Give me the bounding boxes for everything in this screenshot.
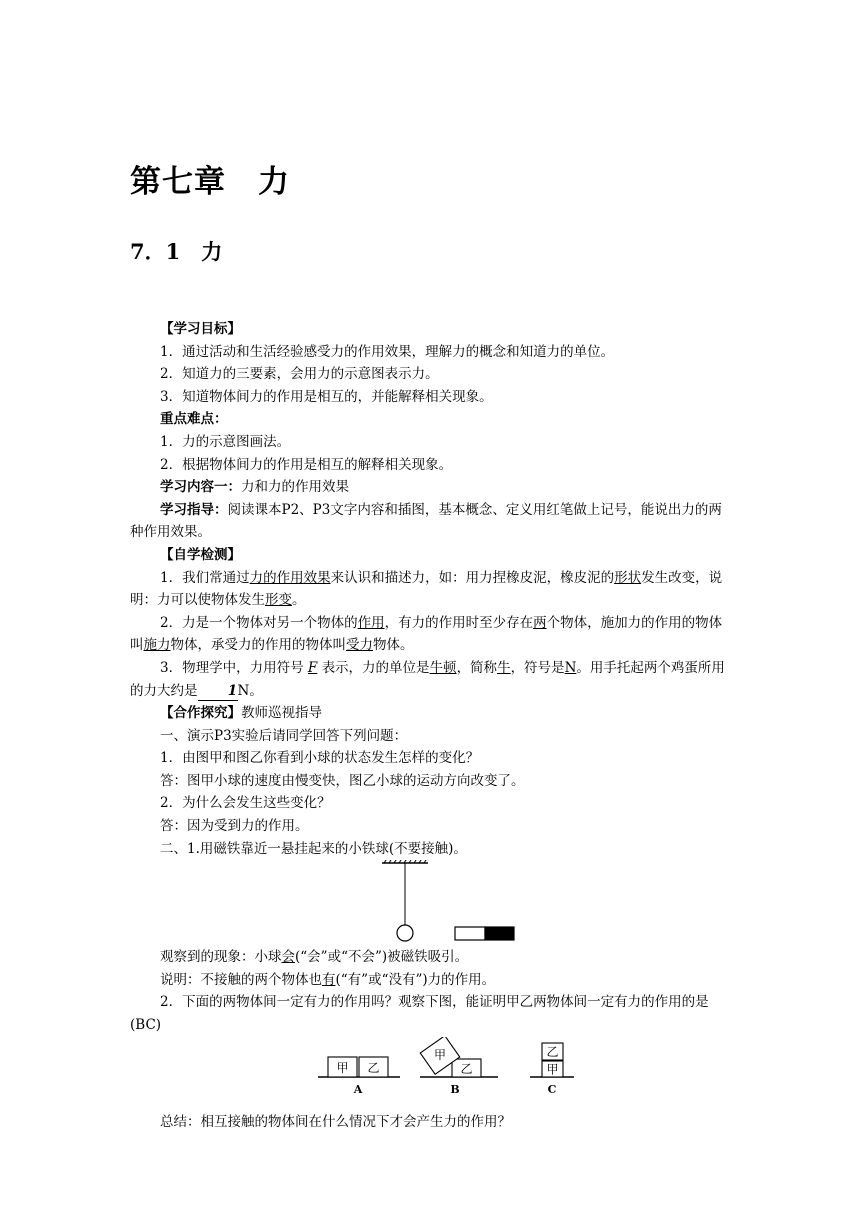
observation-text: (“会”或“不会”)被磁铁吸引。 bbox=[295, 949, 469, 966]
block-b-jia: 甲 bbox=[433, 1047, 447, 1062]
explanation bbox=[130, 969, 730, 992]
coop-part1: 一、演示P3实验后请同学回答下列问题： bbox=[160, 727, 408, 744]
objectives-heading: 【学习目标】 bbox=[160, 321, 241, 337]
block-c-yi: 乙 bbox=[546, 1044, 559, 1059]
magnet-black-half bbox=[485, 927, 514, 940]
q3-text: 。用手托起两个鸡蛋所用的力大约是 bbox=[130, 659, 725, 699]
q3-text: 3．物理学中，力用符号 bbox=[160, 659, 304, 676]
content-one bbox=[130, 476, 730, 499]
coop-question-1: 1．由图甲和图乙你看到小球的状态发生怎样的变化？ bbox=[160, 750, 480, 767]
q2-answer-2: 两 bbox=[533, 614, 547, 631]
q1-text: 来认识和描述力，如：用力捏橡皮泥，橡皮泥的 bbox=[330, 569, 615, 586]
q2-text: 2．力是一个物体对另一个物体的 bbox=[160, 614, 358, 631]
explanation-text: (“有”或“没有”)力的作用。 bbox=[335, 971, 496, 988]
section-title: 7．1 力 bbox=[130, 239, 223, 264]
study-guide-text: 阅读课本P2、P3文字内容和插图，基本概念、定义用红笔做上记号，能说出力的两种作用效果。 bbox=[130, 501, 722, 541]
key-point-item: 2．根据物体间力的作用是相互的解释相关现象。 bbox=[160, 456, 453, 473]
objective-item: 1．通过活动和生活经验感受力的作用效果，理解力的概念和知道力的单位。 bbox=[160, 343, 615, 360]
q3-text: 表示，力的单位是 bbox=[321, 659, 430, 676]
blocks-figure bbox=[130, 1037, 730, 1111]
content-one-label: 学习内容一： bbox=[160, 479, 241, 496]
q2-answer-3: 施力 bbox=[143, 637, 171, 654]
coop-part2: 二、1.用磁铁靠近一悬挂起来的小铁球(不要接触)。 bbox=[160, 840, 467, 857]
coop-question-3: 2．下面的两物体间一定有力的作用吗？观察下图，能证明甲乙两物体间一定有力的作用的是(BC) bbox=[130, 994, 709, 1034]
block-a-yi: 乙 bbox=[367, 1060, 380, 1075]
coop-answer-2: 答：因为受到力的作用。 bbox=[160, 818, 309, 835]
blocks-diagram bbox=[130, 1037, 730, 1111]
block-c-jia: 甲 bbox=[546, 1062, 559, 1077]
figure-b bbox=[420, 1037, 498, 1096]
q3-answer-unit: 牛顿 bbox=[429, 659, 457, 676]
block-a-jia: 甲 bbox=[336, 1060, 349, 1075]
pendulum-magnet-figure bbox=[130, 860, 730, 946]
q1-answer-3: 形变 bbox=[265, 592, 292, 609]
selftest-q2 bbox=[130, 612, 730, 657]
magnet-white-half bbox=[455, 927, 485, 940]
q1-text: 。 bbox=[292, 592, 306, 609]
q1-text: 发生改变，说明：力可以使物体发生 bbox=[130, 569, 723, 609]
iron-ball bbox=[397, 925, 413, 941]
label-c: C bbox=[547, 1082, 557, 1096]
q2-text: 个物体，施加力的作用的物体叫 bbox=[130, 614, 723, 654]
document-body bbox=[130, 318, 730, 1133]
q3-answer-sign: N bbox=[564, 659, 577, 676]
q3-text: ，符号是 bbox=[510, 659, 565, 676]
pendulum-magnet-diagram bbox=[130, 860, 730, 946]
observation bbox=[130, 946, 730, 969]
figure-a bbox=[318, 1057, 400, 1096]
figure-c bbox=[530, 1043, 574, 1096]
q3-answer-symbol: F bbox=[307, 659, 318, 676]
coop-heading: 【合作探究】 bbox=[160, 705, 241, 722]
q1-answer-2: 形状 bbox=[614, 569, 642, 586]
q3-text: N。 bbox=[237, 682, 263, 699]
coop-note: 教师巡视指导 bbox=[241, 705, 322, 722]
coop-heading-line bbox=[130, 702, 730, 725]
objective-item: 3．知道物体间力的作用是相互的，并能解释相关现象。 bbox=[160, 388, 493, 405]
q3-text: ，简称 bbox=[456, 659, 498, 676]
q3-answer-short: 牛 bbox=[497, 659, 511, 676]
selftest-q1 bbox=[130, 567, 730, 612]
q1-text: 1．我们常通过 bbox=[160, 569, 250, 586]
explanation-answer: 有 bbox=[322, 971, 336, 988]
coop-question-2: 2．为什么会发生这些变化？ bbox=[160, 795, 331, 812]
q2-answer-1: 作用 bbox=[357, 614, 385, 631]
selftest-q3 bbox=[130, 657, 730, 702]
chapter-title: 第七章 力 bbox=[130, 164, 290, 200]
key-point-item: 1．力的示意图画法。 bbox=[160, 433, 291, 450]
study-guide bbox=[130, 499, 730, 544]
block-b-yi: 乙 bbox=[460, 1061, 473, 1076]
observation-answer: 会 bbox=[281, 949, 295, 966]
content-one-text: 力和力的作用效果 bbox=[241, 479, 349, 496]
q2-answer-4: 受力 bbox=[346, 637, 373, 654]
q3-answer-value: 1 bbox=[198, 682, 238, 701]
observation-text: 观察到的现象：小球 bbox=[160, 949, 282, 966]
q2-text: 物体，承受力的作用的物体叫 bbox=[170, 637, 346, 654]
q2-text: ，有力的作用时至少存在 bbox=[384, 614, 534, 631]
key-points-heading: 重点难点： bbox=[160, 411, 228, 428]
label-a: A bbox=[353, 1082, 363, 1096]
selftest-heading: 【自学检测】 bbox=[160, 546, 241, 563]
explanation-text: 说明：不接触的两个物体也 bbox=[160, 971, 322, 988]
q1-answer-1: 力的作用效果 bbox=[249, 569, 331, 586]
label-b: B bbox=[450, 1082, 460, 1096]
objective-item: 2．知道力的三要素，会用力的示意图表示力。 bbox=[160, 366, 439, 383]
summary: 总结：相互接触的物体间在什么情况下才会产生力的作用？ bbox=[160, 1113, 511, 1130]
study-guide-label: 学习指导： bbox=[160, 501, 228, 518]
coop-answer-1: 答：图甲小球的速度由慢变快，图乙小球的运动方向改变了。 bbox=[160, 772, 525, 789]
q2-text: 物体。 bbox=[373, 637, 414, 654]
